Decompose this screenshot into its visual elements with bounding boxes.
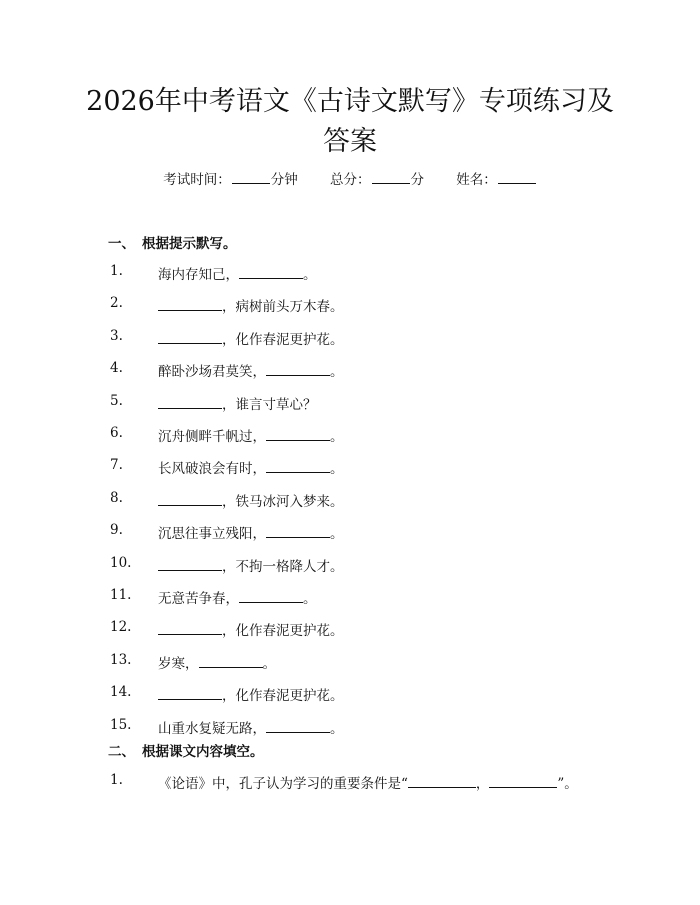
answer-blank[interactable]	[266, 460, 330, 473]
item-prompt-before: 岁寒，	[158, 655, 199, 672]
item-prompt-after: 。	[330, 429, 344, 445]
item-number: 7.	[110, 457, 123, 474]
item-prompt-before: 沉思往事立残阳，	[158, 526, 266, 543]
item-separator: ，	[475, 776, 490, 792]
item-number: 8.	[110, 489, 123, 506]
item-content	[158, 619, 344, 639]
exam-time-unit: 分钟	[270, 172, 298, 188]
page-title: 2026年中考语文《古诗文默写》专项练习及答案	[86, 86, 614, 157]
item-prompt-after: 。	[262, 655, 276, 672]
item-content	[158, 587, 317, 607]
student-name-label: 姓名：	[456, 172, 497, 188]
answer-blank[interactable]	[266, 363, 330, 376]
item-number: 4.	[110, 360, 123, 377]
item-content	[158, 652, 276, 672]
answer-blank[interactable]	[408, 775, 476, 788]
item-prompt-before: 沉舟侧畔千帆过，	[158, 429, 266, 445]
answer-blank[interactable]	[199, 655, 263, 668]
item-content	[158, 555, 344, 575]
exam-time-label: 考试时间：	[163, 172, 231, 188]
section-number: 一、	[108, 236, 135, 252]
item-prompt-after: 。	[303, 267, 317, 283]
exam-time-field	[163, 168, 298, 188]
student-name-blank[interactable]	[498, 171, 536, 184]
item-prompt-before: 山重水复疑无路，	[158, 720, 266, 737]
answer-blank[interactable]	[158, 687, 222, 700]
exam-info-row	[0, 168, 700, 188]
item-number: 11.	[110, 587, 132, 603]
item-number: 12.	[110, 619, 132, 636]
item-prompt-after: ，谁言寸草心？	[222, 396, 317, 413]
answer-blank[interactable]	[266, 525, 330, 538]
answer-blank[interactable]	[239, 590, 303, 603]
item-prompt-after: ，病树前头万木春。	[222, 299, 344, 316]
item-prompt-before: 《论语》中，孔子认为学习的重要条件是“	[158, 776, 408, 792]
item-content	[158, 490, 344, 510]
item-number: 13.	[110, 651, 132, 668]
section-heading-2	[108, 740, 264, 760]
answer-blank[interactable]	[158, 396, 222, 409]
item-content	[158, 295, 344, 315]
item-prompt-after: ，化作春泥更护花。	[222, 331, 344, 348]
answer-blank[interactable]	[266, 720, 330, 733]
answer-blank[interactable]	[158, 558, 222, 571]
total-score-field	[330, 168, 424, 188]
item-prompt-after: 。	[330, 364, 344, 381]
item-prompt-after: 。	[330, 526, 344, 543]
answer-blank[interactable]	[489, 775, 557, 788]
item-number: 1.	[110, 772, 123, 788]
answer-blank[interactable]	[266, 428, 330, 441]
item-content	[158, 263, 317, 283]
item-content	[158, 360, 344, 380]
item-prompt-before: 海内存知己，	[158, 267, 239, 283]
item-prompt-before: 醉卧沙场君莫笑，	[158, 364, 266, 381]
item-number: 14.	[110, 684, 132, 701]
section-title: 根据提示默写。	[142, 236, 237, 252]
student-name-field	[456, 168, 537, 188]
answer-blank[interactable]	[158, 331, 222, 344]
total-score-blank[interactable]	[372, 171, 410, 184]
item-number: 5.	[110, 392, 123, 409]
item-number: 2.	[110, 295, 123, 312]
section-number: 二、	[108, 744, 135, 760]
item-content	[158, 457, 344, 477]
section-title: 根据课文内容填空。	[142, 744, 264, 760]
answer-blank[interactable]	[158, 298, 222, 311]
item-content	[158, 522, 344, 542]
item-content	[158, 772, 578, 792]
total-score-unit: 分	[410, 172, 424, 188]
item-content	[158, 425, 344, 445]
item-content	[158, 328, 344, 348]
item-prompt-before: 无意苦争春，	[158, 591, 239, 607]
item-prompt-after: ，化作春泥更护花。	[222, 623, 344, 640]
item-prompt-after: ”。	[557, 776, 578, 792]
item-number: 1.	[110, 263, 123, 279]
section-heading-1	[108, 232, 237, 252]
item-prompt-after: ，化作春泥更护花。	[222, 688, 344, 705]
item-prompt-after: 。	[330, 720, 344, 737]
item-prompt-before: 长风破浪会有时，	[158, 461, 266, 478]
item-number: 10.	[110, 554, 132, 571]
item-prompt-after: 。	[330, 461, 344, 478]
item-content	[158, 684, 344, 704]
item-content	[158, 393, 317, 413]
item-prompt-after: ，铁马冰河入梦来。	[222, 493, 344, 510]
answer-blank[interactable]	[239, 266, 303, 279]
answer-blank[interactable]	[158, 622, 222, 635]
item-prompt-after: ，不拘一格降人才。	[222, 558, 344, 575]
exam-time-blank[interactable]	[232, 171, 270, 184]
answer-blank[interactable]	[158, 493, 222, 506]
item-number: 3.	[110, 327, 123, 344]
item-content	[158, 717, 344, 737]
item-number: 9.	[110, 522, 123, 539]
total-score-label: 总分：	[330, 172, 371, 188]
item-number: 15.	[110, 716, 132, 733]
item-prompt-after: 。	[303, 591, 317, 607]
item-number: 6.	[110, 425, 123, 441]
